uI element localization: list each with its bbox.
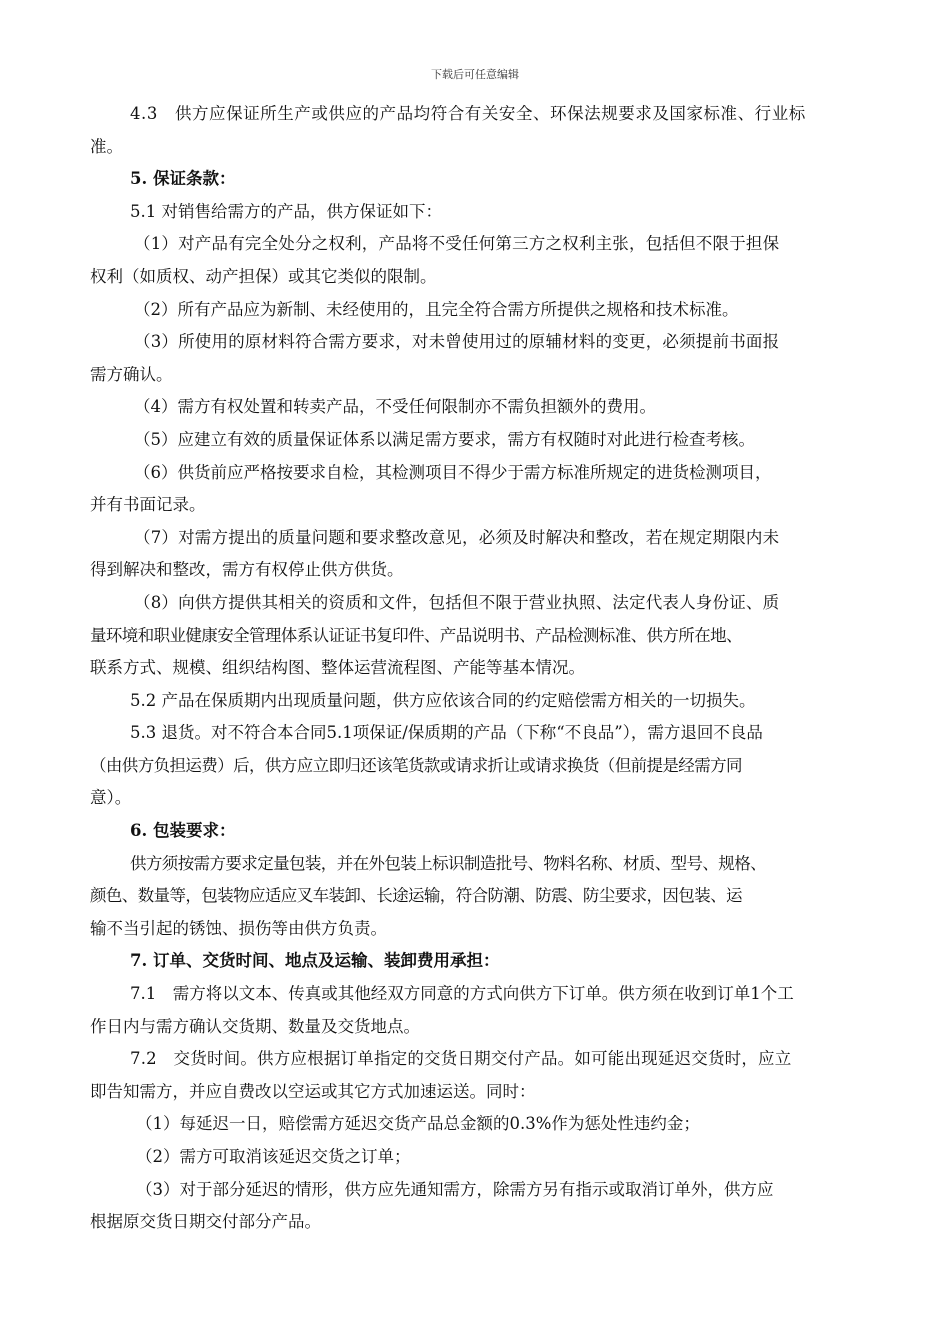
clause-5-1-item-7-line-2: 得到解决和整改，需方有权停止供方供货。 [90,560,404,580]
clause-5-1-item-8-line-2: 量环境和职业健康安全管理体系认证证书复印件、产品说明书、产品检测标准、供方所在地、 [90,625,742,645]
clause-5-1-item-6-line-1: （6）供货前应严格按要求自检，其检测项目不得少于需方标准所规定的进货检测项目， [134,462,772,482]
clause-5-1-item-4: （4）需方有权处置和转卖产品，不受任何限制亦不需负担额外的费用。 [134,397,656,417]
paragraph-4-3-line-2: 准。 [90,136,123,156]
section-heading-7: 7. 订单、交货时间、地点及运输、装卸费用承担： [130,951,500,971]
document-body [90,98,885,1239]
clause-5-1-item-3-line-1: （3）所使用的原材料符合需方要求，对未曾使用过的原辅材料的变更，必须提前书面报 [134,332,780,352]
clause-5-1-intro: 5.1 对销售给需方的产品，供方保证如下： [130,201,442,221]
clause-5-1-item-7-line-1: （7）对需方提出的质量问题和要求整改意见，必须及时解决和整改，若在规定期限内未 [134,527,780,547]
clause-5-1-item-1-line-2: 权利（如质权、动产担保）或其它类似的限制。 [90,266,437,286]
clause-5-1-item-1-line-1: （1）对产品有完全处分之权利，产品将不受任何第三方之权利主张，包括但不限于担保 [134,234,780,254]
clause-5-1-item-5: （5）应建立有效的质量保证体系以满足需方要求，需方有权随时对此进行检查考核。 [134,429,755,449]
section-heading-6: 6. 包装要求： [130,821,236,841]
paragraph-4-3-line-1: 4.3 供方应保证所生产或供应的产品均符合有关安全、环保法规要求及国家标准、行业标 [130,104,806,123]
clause-7-2-item-3-line-2: 根据原交货日期交付部分产品。 [90,1212,321,1232]
page-header: 下载后可任意编辑 [431,68,519,81]
section-6-line-1: 供方须按需方要求定量包装，并在外包装上标识制造批号、物料名称、材质、型号、规格、 [130,853,767,873]
clause-7-2-item-2: （2）需方可取消该延迟交货之订单； [136,1147,411,1166]
clause-5-3-line-3: 意）。 [90,788,132,808]
clause-5-1-item-6-line-2: 并有书面记录。 [90,495,206,515]
clause-7-1-line-2: 作日内与需方确认交货期、数量及交货地点。 [90,1016,420,1036]
clause-7-2-item-1: （1）每延迟一日，赔偿需方延迟交货产品总金额的0.3%作为惩处性违约金； [136,1114,700,1134]
clause-5-1-item-8-line-3: 联系方式、规模、组织结构图、整体运营流程图、产能等基本情况。 [90,658,585,678]
section-6-line-2: 颜色、数量等，包装物应适应叉车装卸、长途运输，符合防潮、防震、防尘要求，因包装、运 [90,886,742,906]
clause-7-2-line-1: 7.2 交货时间。供方应根据订单指定的交货日期交付产品。如可能出现延迟交货时，应立 [130,1049,792,1069]
clause-5-1-item-3-line-2: 需方确认。 [90,364,173,384]
clause-5-3-line-2: （由供方负担运费）后，供方应立即归还该笔货款或请求折让或请求换货（但前提是经需方同 [90,755,742,775]
section-heading-5: 5. 保证条款： [130,169,236,189]
clause-7-2-line-2: 即告知需方，并应自费改以空运或其它方式加速运送。同时： [90,1081,536,1101]
clause-7-2-item-3-line-1: （3）对于部分延迟的情形，供方应先通知需方，除需方另有指示或取消订单外，供方应 [136,1179,774,1199]
clause-7-1-line-1: 7.1 需方将以文本、传真或其他经双方同意的方式向供方下订单。供方须在收到订单1个工 [130,984,794,1004]
clause-5-3-line-1: 5.3 退货。对不符合本合同5.1项保证/保质期的产品（下称“不良品”），需方退回不良品 [130,723,763,743]
section-6-line-3: 输不当引起的锈蚀、损伤等由供方负责。 [90,918,387,938]
clause-5-2: 5.2 产品在保质期内出现质量问题，供方应依该合同的约定赔偿需方相关的一切损失。 [130,690,756,710]
clause-5-1-item-8-line-1: （8）向供方提供其相关的资质和文件，包括但不限于营业执照、法定代表人身份证、质 [134,592,780,612]
clause-5-1-item-2: （2）所有产品应为新制、未经使用的，且完全符合需方所提供之规格和技术标准。 [134,299,739,319]
